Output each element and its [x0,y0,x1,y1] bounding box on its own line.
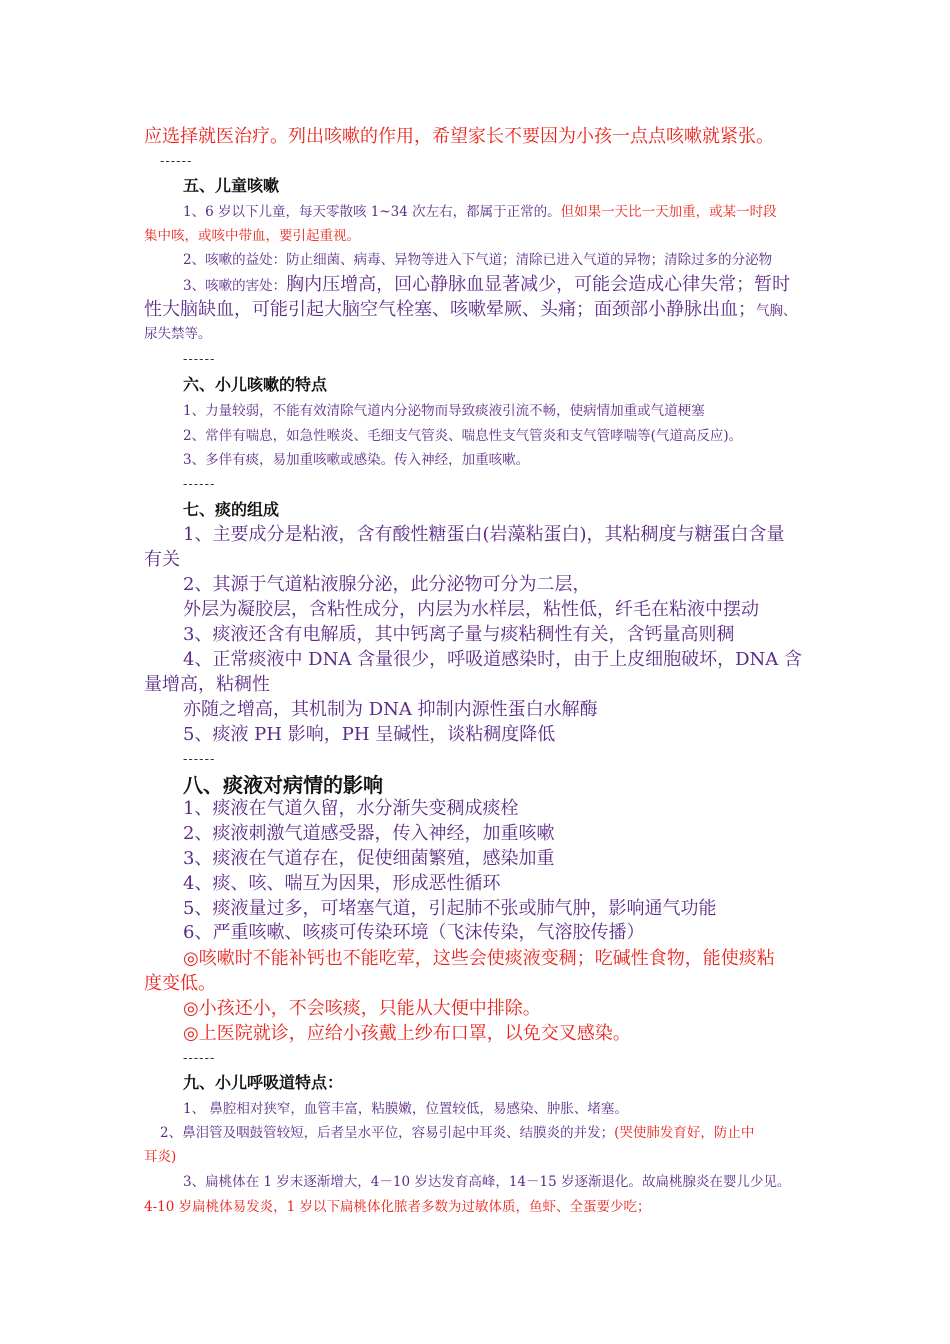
section-5-title: 五、儿童咳嗽 [183,176,280,195]
separator: ------ [160,154,193,169]
sec8-note-1-cont: 度变低。 [144,973,216,994]
separator: ------ [183,352,216,367]
separator: ------ [183,477,216,492]
sec7-paragraph-2: 2、其源于气道粘液腺分泌，此分泌物可分为二层， [183,574,591,595]
intro-line: 应选择就医治疗。列出咳嗽的作用，希望家长不要因为小孩一点点咳嗽就紧张。 [144,126,774,147]
sec5-paragraph-1-cont: 集中咳，或咳中带血，要引起重视。 [144,228,360,244]
sec8-paragraph-2: 2、痰液刺激气道感受器，传入神经，加重咳嗽 [183,823,555,844]
sec5-paragraph-1 [183,204,777,220]
sec8-paragraph-1: 1、痰液在气道久留，水分渐失变稠成痰栓 [183,798,519,819]
sec5-p3-text-2: 性大脑缺血，可能引起大脑空气栓塞、咳嗽晕厥、头痛；面颈部小静脉出血； [144,299,756,320]
sec5-p1-normal: 1、6 岁以下儿童，每天零散咳 1~34 次左右，都属于正常的。 [183,204,561,220]
sec5-p3-text: 胸内压增高，回心静脉血显著减少，可能会造成心律失常；暂时 [286,274,791,295]
separator: ------ [183,1051,216,1066]
sec7-paragraph-4: 4、正常痰液中 DNA 含量很少，呼吸道感染时，由于上皮细胞破坏，DNA 含 [183,649,802,670]
sec8-note-1: ◎咳嗽时不能补钙也不能吃荤，这些会使痰液变稠；吃碱性食物，能使痰粘 [183,948,775,969]
sec8-paragraph-3: 3、痰液在气道存在，促使细菌繁殖，感染加重 [183,848,555,869]
sec9-paragraph-3-cont: 4-10 岁扁桃体易发炎，1 岁以下扁桃体化脓者多数为过敏体质，鱼虾、全蛋要少吃； [144,1199,651,1215]
section-6-title: 六、小儿咳嗽的特点 [183,375,328,394]
sec9-paragraph-1: 1、 鼻腔相对狭窄，血管丰富，粘膜嫩，位置较低，易感染、肿胀、堵塞。 [183,1101,628,1117]
sec9-paragraph-2-cont: 耳炎) [144,1149,177,1165]
sec6-paragraph-3: 3、多伴有痰，易加重咳嗽或感染。传入神经，加重咳嗽。 [183,452,530,468]
section-7-title: 七、痰的组成 [183,500,280,519]
sec8-paragraph-6: 6、严重咳嗽、咳痰可传染环境（飞沫传染，气溶胶传播） [183,922,645,943]
section-8-title: 八、痰液对病情的影响 [183,773,383,797]
sec5-p3-text-3: 气胸、 [756,303,797,319]
sec9-paragraph-2 [160,1125,754,1141]
sec9-p2-text: 2、鼻泪管及咽鼓管较短，后者呈水平位，容易引起中耳炎、结膜炎的并发； [160,1125,615,1141]
sec5-paragraph-2: 2、咳嗽的益处：防止细菌、病毒、异物等进入下气道；清除已进入气道的异物；清除过多的分泌物 [183,252,773,268]
sec8-paragraph-5: 5、痰液量过多，可堵塞气道，引起肺不张或肺气肿，影响通气功能 [183,898,717,919]
sec7-paragraph-1-cont: 有关 [144,549,180,570]
sec7-paragraph-4-end: 亦随之增高，其机制为 DNA 抑制内源性蛋白水解酶 [183,699,598,720]
sec5-paragraph-3-end: 尿失禁等。 [144,326,212,342]
section-9-title: 九、小儿呼吸道特点： [183,1073,344,1092]
sec6-paragraph-1: 1、力量较弱，不能有效清除气道内分泌物而导致痰液引流不畅，使病情加重或气道梗塞 [183,403,705,419]
sec9-paragraph-3: 3、扁桃体在 1 岁末逐渐增大，4－10 岁达发育高峰，14－15 岁逐渐退化。故扁桃腺炎在婴儿少见。 [183,1174,791,1190]
sec8-paragraph-4: 4、痰、咳、喘互为因果，形成恶性循环 [183,873,501,894]
sec8-note-3: ◎上医院就诊，应给小孩戴上纱布口罩，以免交叉感染。 [183,1023,631,1044]
separator: ------ [183,752,216,767]
sec7-paragraph-3: 3、痰液还含有电解质，其中钙离子量与痰粘稠性有关，含钙量高则稠 [183,624,735,645]
sec6-paragraph-2: 2、常伴有喘息，如急性喉炎、毛细支气管炎、喘息性支气管炎和支气管哮喘等(气道高反应)。 [183,428,743,444]
sec7-paragraph-4-cont: 量增高，粘稠性 [144,674,270,695]
sec5-paragraph-3-cont [144,299,797,321]
sec5-p1-warning: 但如果一天比一天加重，或某一时段 [560,204,777,220]
sec5-p3-label: 3、咳嗽的害处： [183,278,287,294]
sec8-note-2: ◎小孩还小，不会咳痰，只能从大便中排除。 [183,998,541,1019]
sec9-p2-note: (哭使肺发育好，防止中 [614,1125,755,1141]
sec7-paragraph-5: 5、痰液 PH 影响，PH 呈碱性，谈粘稠度降低 [183,724,556,745]
sec5-paragraph-3 [183,274,790,296]
sec7-paragraph-1: 1、主要成分是粘液，含有酸性糖蛋白(岩藻粘蛋白)，其粘稠度与糖蛋白含量 [183,524,785,545]
sec7-paragraph-2-cont: 外层为凝胶层，含粘性成分，内层为水样层，粘性低，纤毛在粘液中摆动 [183,599,759,620]
